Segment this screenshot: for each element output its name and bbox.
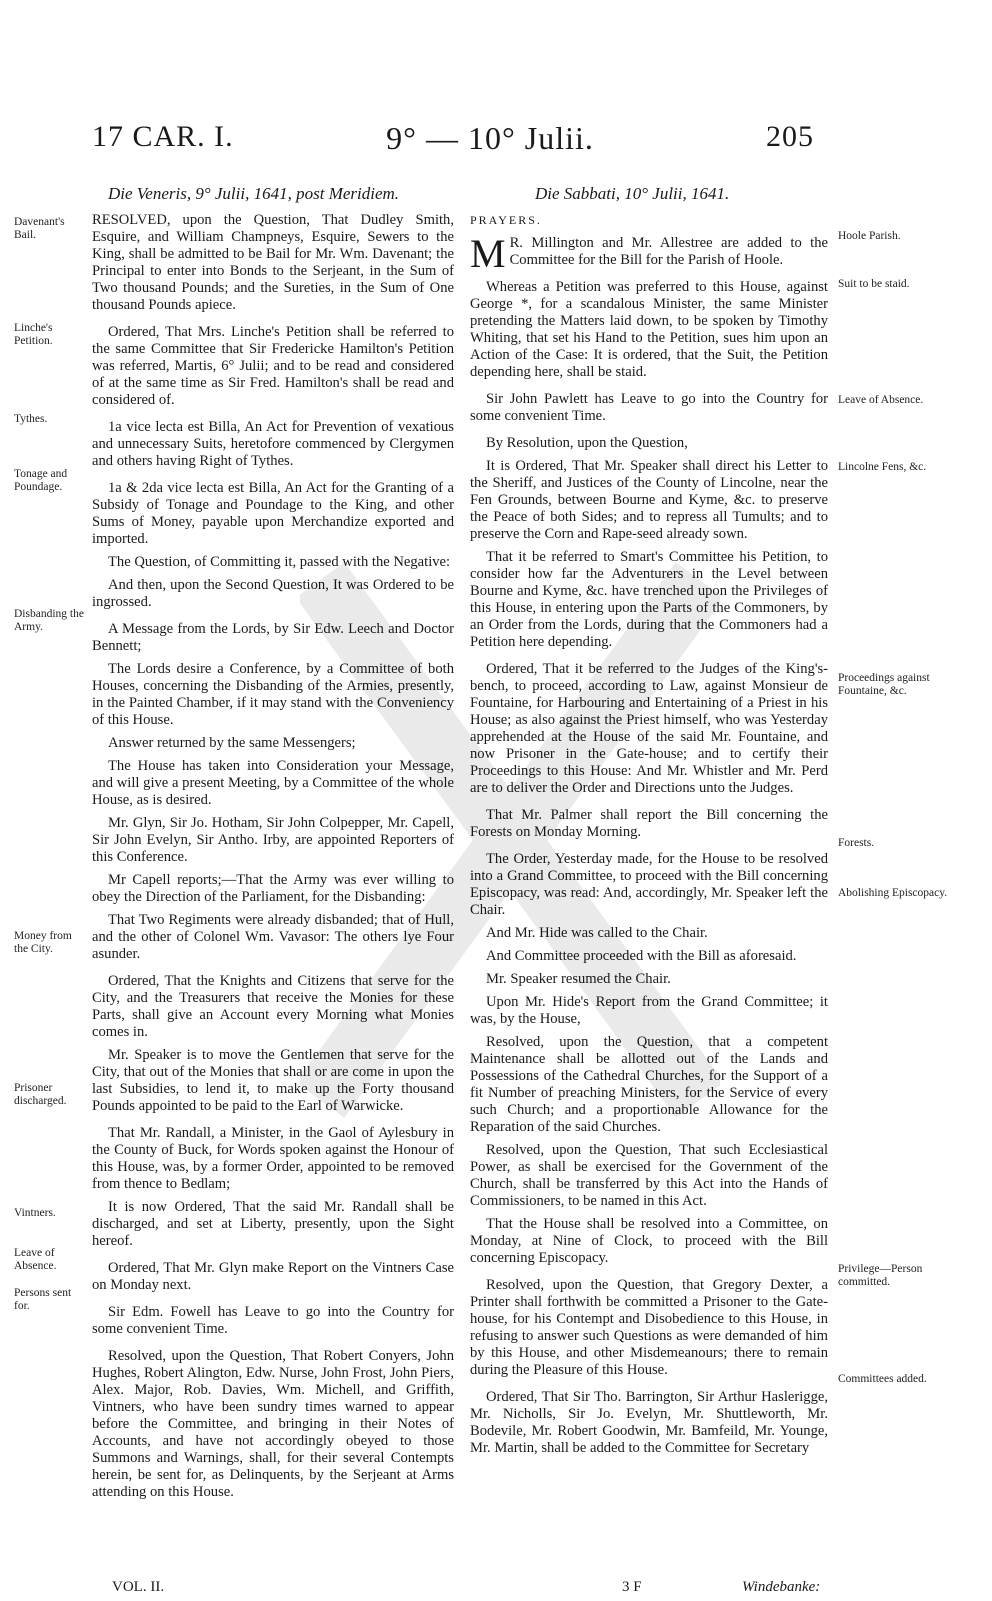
paragraph: Sir Edm. Fowell has Leave to go into the Country for some convenient Time. bbox=[92, 1304, 454, 1337]
paragraph: The Lords desire a Conference, by a Committee of both Houses, concerning the Disbanding of the Armies, presently, in the Painted Chamber, if it may stand with the Conveniency of this House. bbox=[92, 661, 454, 728]
paragraph: 1a & 2da vice lecta est Billa, An Act for the Granting of a Subsidy of Tonage and Poundage to the King, and other Sums of Money, payable upon Merchandize exported and imported. bbox=[92, 480, 454, 547]
paragraph: RESOLVED, upon the Question, That Dudley Smith, Esquire, and William Champneys, Esquire, Sewers to the King, shall be admitted to be Bail for Mr. Wm. Davenant; the Principal to enter into Bonds to the Serjeant, in the Sum of Two thousand Pounds; and the Sureties, in the Sum of One thousand Pounds apiece. bbox=[92, 212, 454, 313]
prayers-heading: PRAYERS. bbox=[470, 213, 542, 227]
paragraph: That the House shall be resolved into a Committee, on Monday, at Nine of Clock, to proceed with the Bill concerning Episcopacy. bbox=[470, 1216, 828, 1266]
paragraph: Mr. Speaker resumed the Chair. bbox=[486, 971, 671, 987]
right-date-heading: Die Sabbati, 10° Julii, 1641. bbox=[535, 184, 730, 203]
margin-note: Leave of Absence. bbox=[14, 1247, 57, 1272]
margin-note: Abolishing Episcopacy. bbox=[838, 887, 948, 899]
paragraph: That Mr. Randall, a Minister, in the Gaol of Aylesbury in the County of Buck, for Words spoken against the Honour of this House, was, by a former Order, appointed to be removed from thence to Bedlam; bbox=[92, 1125, 454, 1192]
paragraph: Sir John Pawlett has Leave to go into the Country for some convenient Time. bbox=[470, 391, 828, 424]
margin-note: Tythes. bbox=[14, 413, 48, 425]
page-number: 205 bbox=[766, 120, 814, 153]
margin-note: Linche's Petition. bbox=[14, 322, 53, 347]
paragraph: Resolved, upon the Question, That Robert Conyers, John Hughes, Robert Alington, Edw. Nurse, John Frost, John Piers, Alex. Major, Rob. Davies, Wm. Michell, and Griffith, Vintners, who have been sundry times warned to appear before the Committee, and bringing in their Notes of Accounts, and have not accordingly obeyed to those Summons and Warnings, shall, for their several Contempts herein, be sent for, as Delinquents, by the Serjeant at Arms attending on this House. bbox=[92, 1348, 454, 1500]
footer-volume: VOL. II. bbox=[112, 1579, 165, 1595]
margin-note: Proceedings against Fountaine, &c. bbox=[838, 672, 930, 697]
paragraph: It is now Ordered, That the said Mr. Randall shall be discharged, and set at Liberty, presently, upon the Sight hereof. bbox=[92, 1199, 454, 1249]
paragraph: That Two Regiments were already disbanded; that of Hull, and the other of Colonel Wm. Vavasor: The others lye Four asunder. bbox=[92, 912, 454, 962]
margin-note: Suit to be staid. bbox=[838, 278, 910, 290]
running-head-left: 17 CAR. I. bbox=[92, 120, 234, 153]
paragraph: Mr. Speaker is to move the Gentlemen that serve for the City, that out of the Monies that shall or are come in upon the last Subsidies, to lend it, to make up the Forty thousand Pounds appointed to be paid to the Earl of Warwicke. bbox=[92, 1047, 454, 1114]
paragraph-text: R. Millington and Mr. Allestree are added to the Committee for the Bill for the Parish of Hoole. bbox=[509, 235, 828, 268]
paragraph: Resolved, upon the Question, that a competent Maintenance shall be allotted out of the Lands and Possessions of the Cathedral Churches, for the Support of a fit Number of preaching Ministers, for the Service of every such Church; and a proportionable Allowance for the Reparation of the said Churches. bbox=[470, 1034, 828, 1135]
margin-note: Money from the City. bbox=[14, 930, 72, 955]
paragraph: Resolved, upon the Question, that Gregory Dexter, a Printer shall forthwith be committed a Prisoner to the Gate-house, for his Contempt and Disobedience to this House, in refusing to answer such Questions as were demanded of him by this House, and other Misdemeanours; there to remain during the Pleasure of this House. bbox=[470, 1277, 828, 1378]
margin-note: Tonage and Poundage. bbox=[14, 468, 68, 493]
left-column bbox=[92, 212, 454, 1507]
paragraph: 1a vice lecta est Billa, An Act for Prevention of vexatious and unnecessary Suits, heretofore commenced by Clergymen and others having Right of Tythes. bbox=[92, 419, 454, 469]
margin-note: Davenant's Bail. bbox=[14, 216, 65, 241]
footer-signature: 3 F bbox=[622, 1579, 642, 1595]
paragraph: That it be referred to Smart's Committee his Petition, to consider how far the Adventurers in the Level between Bourne and Kyme, &c. have trenched upon the Privileges of this House, in entering upon the Parts of the Commoners, by an Order from the Lords, during that the Commoners had a Petition here depending. bbox=[470, 549, 828, 650]
paragraph: It is Ordered, That Mr. Speaker shall direct his Letter to the Sheriff, and Justices of the County of Lincolne, near the Fen Grounds, between Bourne and Kyme, &c. to preserve the Peace of both Sides; and to repress all Tumults; and to preserve the Corn and Rape-seed already sown. bbox=[470, 458, 828, 542]
paragraph: Ordered, That it be referred to the Judges of the King's-bench, to proceed, according to Law, against Monsieur de Fountaine, for Harbouring and Entertaining of a Priest in his House; as also against the Priest himself, who was Yesterday apprehended at the House of the said Mr. Fountaine, and now Prisoner in the Gate-house; and to certify their Proceedings to this House: And Mr. Whistler and Mr. Perd are to deliver the Order and Directions unto the Judges. bbox=[470, 661, 828, 796]
running-head-dates: 9° — 10° Julii. bbox=[386, 120, 594, 156]
paragraph: Whereas a Petition was preferred to this House, against George *, for a scandalous Minister, the same Minister pretending the Matters laid down, to be spoken by Timothy Whiting, that set his Hand to the Petition, sues him upon an Action of the Case: It is ordered, that the Suit, the Petition depending here, shall be staid. bbox=[470, 279, 828, 380]
paragraph: The House has taken into Consideration your Message, and will give a present Meeting, by a Committee of the whole House, as is desired. bbox=[92, 758, 454, 808]
paragraph: Mr Capell reports;—That the Army was ever willing to obey the Direction of the Parliament, for the Disbanding: bbox=[92, 872, 454, 905]
paragraph: The Question, of Committing it, passed with the Negative: bbox=[108, 554, 451, 570]
margin-note: Persons sent for. bbox=[14, 1287, 72, 1312]
paragraph: And then, upon the Second Question, It was Ordered to be ingrossed. bbox=[92, 577, 454, 610]
paragraph: The Order, Yesterday made, for the House to be resolved into a Grand Committee, to proceed with the Bill concerning Episcopacy, was read: And, accordingly, Mr. Speaker left the Chair. bbox=[470, 851, 828, 918]
paragraph: And Committee proceeded with the Bill as aforesaid. bbox=[486, 948, 797, 964]
drop-cap: M bbox=[470, 231, 506, 276]
paragraph bbox=[470, 231, 828, 276]
margin-note: Hoole Parish. bbox=[838, 230, 901, 242]
paragraph: That Mr. Palmer shall report the Bill concerning the Forests on Monday Morning. bbox=[470, 807, 828, 840]
margin-note: Vintners. bbox=[14, 1207, 56, 1219]
paragraph: A Message from the Lords, by Sir Edw. Leech and Doctor Bennett; bbox=[92, 621, 454, 654]
margin-note: Lincolne Fens, &c. bbox=[838, 461, 927, 473]
paragraph: Ordered, That Sir Tho. Barrington, Sir Arthur Haslerigge, Mr. Nicholls, Sir Jo. Evelyn, Mr. Shuttleworth, Mr. Bodevile, Mr. Robert Goodwin, Mr. Bamfeild, Mr. Younge, Mr. Martin, shall be added to the Committee for Secretary bbox=[470, 1389, 828, 1456]
margin-note: Leave of Absence. bbox=[838, 394, 924, 406]
paragraph: And Mr. Hide was called to the Chair. bbox=[486, 925, 708, 941]
margin-note: Privilege—Person committed. bbox=[838, 1263, 923, 1288]
margin-note: Forests. bbox=[838, 837, 875, 849]
margin-note: Disbanding the Army. bbox=[14, 608, 84, 633]
margin-note: Committees added. bbox=[838, 1373, 927, 1385]
right-column bbox=[470, 212, 828, 1463]
margin-note: Prisoner discharged. bbox=[14, 1082, 67, 1107]
paragraph: Ordered, That the Knights and Citizens that serve for the City, and the Treasurers that receive the Monies for these Parts, shall give an Account every Morning what Monies comes in. bbox=[92, 973, 454, 1040]
paragraph: Answer returned by the same Messengers; bbox=[108, 735, 356, 751]
paragraph: By Resolution, upon the Question, bbox=[486, 435, 688, 451]
paragraph: Ordered, That Mrs. Linche's Petition shall be referred to the same Committee that Sir Fredericke Hamilton's Petition was referred, Martis, 6° Julii; and to be read and considered of at the same time as Sir Fred. Hamilton's shall be read and considered of. bbox=[92, 324, 454, 408]
paragraph: Mr. Glyn, Sir Jo. Hotham, Sir John Colpepper, Mr. Capell, Sir John Evelyn, Sir Antho. Irby, are appointed Reporters of this Conference. bbox=[92, 815, 454, 865]
paragraph: Ordered, That Mr. Glyn make Report on the Vintners Case on Monday next. bbox=[92, 1260, 454, 1293]
left-date-heading: Die Veneris, 9° Julii, 1641, post Meridiem. bbox=[108, 184, 400, 203]
footer-catchword: Windebanke: bbox=[742, 1579, 821, 1595]
paragraph: Upon Mr. Hide's Report from the Grand Committee; it was, by the House, bbox=[470, 994, 828, 1027]
paragraph: Resolved, upon the Question, That such Ecclesiastical Power, as shall be exercised for the Government of the Church, shall be transferred by this Act into the Hands of Commissioners, to be named in this Act. bbox=[470, 1142, 828, 1209]
